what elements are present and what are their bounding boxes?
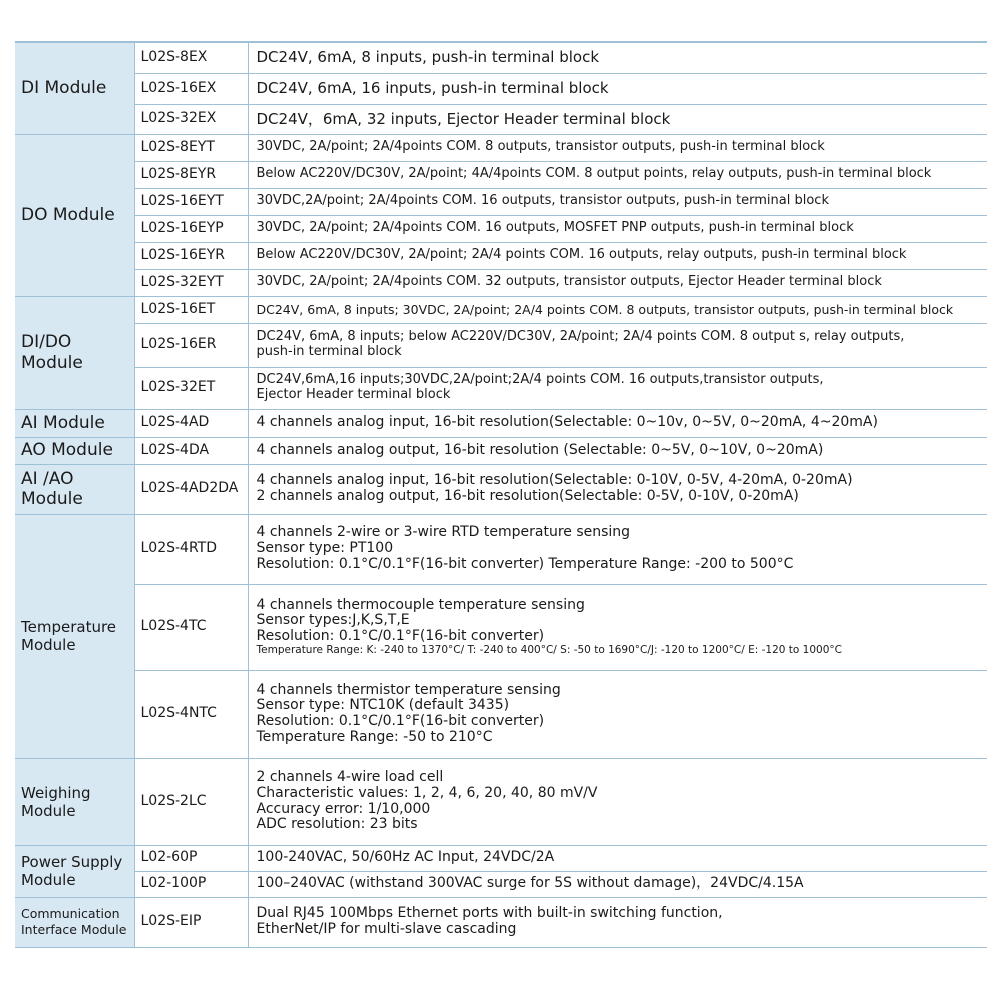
description-line: DC24V, 6mA, 8 inputs, push-in terminal block: [256, 48, 600, 67]
description-line: push-in terminal block: [256, 344, 402, 359]
table-row: [15, 242, 987, 269]
description-cell: [248, 871, 987, 897]
table-row: [15, 161, 987, 188]
description-cell: [248, 758, 987, 845]
category-label: Module: [21, 489, 83, 509]
category-di-module: [15, 42, 134, 134]
model-cell: L02S-4TC: [134, 584, 248, 670]
table-row: [15, 104, 987, 134]
description-line: Accuracy error: 1/10,000: [256, 800, 431, 817]
description-cell: [248, 42, 987, 73]
category-label: Power Supply: [21, 853, 123, 871]
description-cell: [248, 104, 987, 134]
category-power-supply-module: [15, 845, 134, 897]
description-line: EtherNet/IP for multi-slave cascading: [256, 921, 517, 937]
description-line: Resolution: 0.1°C/0.1°F(16-bit converter): [256, 713, 545, 729]
model-cell: L02S-4DA: [134, 437, 248, 464]
description-line: 4 channels thermistor temperature sensing: [256, 681, 561, 698]
description-line: Sensor types:J,K,S,T,E: [256, 612, 410, 629]
model-cell: L02-100P: [134, 871, 248, 897]
category-dido-module: [15, 296, 134, 409]
description-cell: [248, 242, 987, 269]
model-cell: L02S-4AD: [134, 409, 248, 437]
description-cell: [248, 670, 987, 758]
category-ai-module: [15, 409, 134, 437]
description-line: Below AC220V/DC30V, 2A/point; 2A/4 points COM. 16 outputs, relay outputs, push-in terminal block: [256, 247, 907, 263]
category-label: Module: [21, 871, 76, 889]
description-cell: [248, 73, 987, 104]
description-line: 2 channels 4-wire load cell: [256, 769, 444, 786]
description-cell: [248, 367, 987, 409]
category-label: DI Module: [21, 78, 107, 99]
model-cell: L02S-2LC: [134, 758, 248, 845]
model-cell: L02S-16ET: [134, 296, 248, 323]
category-label: DI/DO: [21, 332, 72, 353]
description-cell: [248, 215, 987, 242]
description-cell: [248, 161, 987, 188]
description-line: 30VDC, 2A/point; 2A/4points COM. 8 outputs, transistor outputs, push-in terminal block: [256, 139, 825, 155]
description-line: DC24V, 6mA, 8 inputs; 30VDC, 2A/point; 2A/4 points COM. 8 outputs, transistor outputs, push-in terminal block: [256, 301, 954, 317]
description-line: Dual RJ45 100Mbps Ethernet ports with built-in switching function,: [256, 905, 723, 922]
description-line: 4 channels 2-wire or 3-wire RTD temperature sensing: [256, 524, 631, 541]
category-label: Module: [21, 801, 76, 820]
category-label: AI Module: [21, 412, 105, 433]
description-cell: [248, 584, 987, 670]
model-cell: L02S-16ER: [134, 323, 248, 367]
description-line: Resolution: 0.1°C/0.1°F(16-bit converter) Temperature Range: -200 to 500°C: [256, 555, 794, 572]
category-label: AI /AO: [21, 468, 74, 489]
model-cell: L02-60P: [134, 845, 248, 871]
description-cell: [248, 845, 987, 871]
description-cell: [248, 269, 987, 296]
description-line: 4 channels analog input, 16-bit resolution(Selectable: 0-10V, 0-5V, 4-20mA, 0-20mA): [256, 472, 853, 489]
category-aiao-module: [15, 464, 134, 514]
description-line: Temperature Range: K: -240 to 1370°C/ T: -240 to 400°C/ S: -50 to 1690°C/J: -120 to 1200°C/ E: -120 to 1000°C: [256, 643, 842, 656]
table-row: [15, 188, 987, 215]
model-cell: L02S-8EX: [134, 42, 248, 73]
model-cell: L02S-8EYT: [134, 134, 248, 161]
table-row: [15, 464, 987, 514]
description-cell: [248, 323, 987, 367]
table-row: [15, 323, 987, 367]
description-cell: [248, 897, 987, 947]
model-cell: L02S-32EX: [134, 104, 248, 134]
description-cell: [248, 437, 987, 464]
description-cell: [248, 296, 987, 323]
description-line: 30VDC, 2A/point; 2A/4points COM. 32 outputs, transistor outputs, Ejector Header terminal block: [256, 274, 882, 290]
category-label: Interface Module: [21, 922, 127, 937]
table-row: [15, 409, 987, 437]
description-line: Sensor type: PT100: [256, 540, 394, 557]
description-line: DC24V, 6mA, 8 inputs; below AC220V/DC30V, 2A/point; 2A/4 points COM. 8 output s, relay outputs,: [256, 329, 905, 345]
model-cell: L02S-4NTC: [134, 670, 248, 758]
description-line: 100–240VAC (withstand 300VAC surge for 5S without damage)，24VDC/4.15A: [256, 875, 804, 892]
description-line: Temperature Range: -50 to 210°C: [256, 728, 493, 745]
module-spec-table: [15, 41, 987, 948]
category-label: Communication: [21, 906, 120, 922]
category-label: Temperature: [21, 618, 117, 636]
model-cell: L02S-4RTD: [134, 514, 248, 584]
description-line: Resolution: 0.1°C/0.1°F(16-bit converter): [256, 627, 545, 644]
table-row: [15, 871, 987, 897]
model-cell: L02S-EIP: [134, 897, 248, 947]
description-line: 4 channels analog input, 16-bit resolution(Selectable: 0~10v, 0~5V, 0~20mA, 4~20mA): [256, 414, 878, 431]
table-row: [15, 73, 987, 104]
description-cell: [248, 134, 987, 161]
table-row: [15, 215, 987, 242]
table-row: [15, 897, 987, 947]
model-cell: L02S-16EYR: [134, 242, 248, 269]
description-line: Characteristic values: 1, 2, 4, 6, 20, 40, 80 mV/V: [256, 784, 598, 801]
description-cell: [248, 409, 987, 437]
description-line: Below AC220V/DC30V, 2A/point; 4A/4points COM. 8 output points, relay outputs, push-in terminal block: [256, 166, 932, 182]
category-weighing-module: [15, 758, 134, 845]
model-cell: L02S-32ET: [134, 367, 248, 409]
model-cell: L02S-4AD2DA: [134, 464, 248, 514]
description-line: 30VDC, 2A/point; 2A/4points COM. 16 outputs, MOSFET PNP outputs, push-in terminal block: [256, 220, 854, 236]
table-row: [15, 269, 987, 296]
category-label: Module: [21, 352, 83, 373]
description-line: Ejector Header terminal block: [256, 387, 451, 402]
description-line: 100-240VAC, 50/60Hz AC Input, 24VDC/2A: [256, 849, 555, 866]
description-line: 2 channels analog output, 16-bit resolution(Selectable: 0-5V, 0-10V, 0-20mA): [256, 488, 799, 504]
category-label: AO Module: [21, 440, 113, 461]
description-line: Sensor type: NTC10K (default 3435): [256, 697, 510, 714]
table-row: [15, 758, 987, 845]
model-cell: L02S-32EYT: [134, 269, 248, 296]
table-row: [15, 584, 987, 670]
description-line: 4 channels thermocouple temperature sensing: [256, 596, 585, 613]
category-label: Module: [21, 636, 76, 654]
table-row: [15, 367, 987, 409]
description-line: 4 channels analog output, 16-bit resolution (Selectable: 0~5V, 0~10V, 0~20mA): [256, 441, 824, 458]
category-communication-interface-module: [15, 897, 134, 947]
table-row: [15, 437, 987, 464]
description-line: DC24V，6mA, 32 inputs, Ejector Header terminal block: [256, 109, 671, 128]
category-label: DO Module: [21, 204, 115, 225]
description-cell: [248, 514, 987, 584]
model-cell: L02S-16EYT: [134, 188, 248, 215]
table-row: [15, 42, 987, 73]
description-line: ADC resolution: 23 bits: [256, 816, 418, 833]
description-cell: [248, 464, 987, 514]
table-row: [15, 514, 987, 584]
category-temperature-module: [15, 514, 134, 758]
model-cell: L02S-16EX: [134, 73, 248, 104]
description-line: DC24V,6mA,16 inputs;30VDC,2A/point;2A/4 points COM. 16 outputs,transistor outputs,: [256, 372, 824, 388]
description-line: DC24V, 6mA, 16 inputs, push-in terminal block: [256, 79, 609, 98]
category-ao-module: [15, 437, 134, 464]
model-cell: L02S-8EYR: [134, 161, 248, 188]
description-line: 30VDC,2A/point; 2A/4points COM. 16 outputs, transistor outputs, push-in terminal block: [256, 193, 829, 209]
table-row: [15, 845, 987, 871]
table-row: [15, 134, 987, 161]
category-label: Weighing: [21, 783, 91, 802]
category-do-module: [15, 134, 134, 296]
table-row: [15, 670, 987, 758]
description-cell: [248, 188, 987, 215]
table-row: [15, 296, 987, 323]
model-cell: L02S-16EYP: [134, 215, 248, 242]
